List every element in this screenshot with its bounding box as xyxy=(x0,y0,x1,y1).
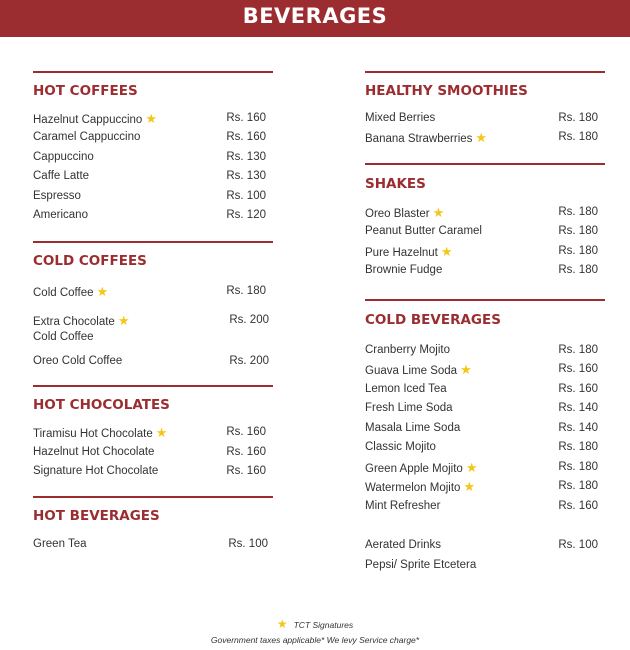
menu-item: Cappuccino xyxy=(33,151,94,163)
signature-star-icon: ★ xyxy=(145,111,157,126)
menu-item-price: Rs. 140 xyxy=(558,422,598,434)
section-divider xyxy=(33,71,273,73)
section-divider xyxy=(365,71,605,73)
section-divider xyxy=(365,299,605,301)
menu-item-price: Rs. 160 xyxy=(558,363,598,375)
menu-item: Signature Hot Chocolate xyxy=(33,465,159,477)
menu-item-price: Rs. 180 xyxy=(558,112,598,124)
section-title-hot-beverages: HOT BEVERAGES xyxy=(33,508,160,524)
menu-item-price: Rs. 130 xyxy=(226,170,266,182)
menu-item: Masala Lime Soda xyxy=(365,422,461,434)
menu-item: Brownie Fudge xyxy=(365,264,443,276)
menu-item: Watermelon Mojito ★ xyxy=(365,479,476,494)
section-title-shakes: SHAKES xyxy=(365,176,426,192)
menu-item-price: Rs. 160 xyxy=(558,383,598,395)
menu-item-price: Rs. 180 xyxy=(558,206,598,218)
menu-item: Oreo Blaster ★ xyxy=(365,205,445,220)
signature-star-icon: ★ xyxy=(155,425,168,440)
menu-item-price: Rs. 120 xyxy=(226,209,266,221)
section-title-cold-beverages: COLD BEVERAGES xyxy=(365,312,501,328)
tax-footnote: Government taxes applicable* We levy Service charge* xyxy=(210,635,420,645)
menu-item: Cold Coffee ★ xyxy=(33,284,109,299)
menu-item-price: Rs. 100 xyxy=(558,539,598,551)
menu-item: Banana Strawberries ★ xyxy=(365,130,488,145)
signature-star-icon: ★ xyxy=(465,460,478,475)
section-divider xyxy=(365,163,605,165)
menu-item-price: Rs. 130 xyxy=(226,151,266,163)
menu-item-price: Rs. 180 xyxy=(558,225,598,237)
menu-item-price: Rs. 160 xyxy=(226,131,266,143)
menu-item-price: Rs. 180 xyxy=(558,480,598,492)
section-divider xyxy=(33,241,273,243)
menu-item: Hazelnut Hot Chocolate xyxy=(33,446,155,458)
menu-item: Mixed Berries xyxy=(365,112,436,124)
signature-star-icon: ★ xyxy=(276,617,288,631)
header-banner xyxy=(0,0,630,37)
signature-star-icon: ★ xyxy=(463,479,476,494)
section-title-healthy-smoothies: HEALTHY SMOOTHIES xyxy=(365,83,528,99)
menu-item: Green Tea xyxy=(33,538,87,550)
menu-item-continuation: Cold Coffee xyxy=(33,331,94,343)
menu-item-continuation: Pepsi/ Sprite Etcetera xyxy=(365,559,477,571)
section-divider xyxy=(33,385,273,387)
menu-item-price: Rs. 180 xyxy=(558,245,598,257)
menu-item-price: Rs. 180 xyxy=(558,264,598,276)
menu-item: Green Apple Mojito ★ xyxy=(365,460,478,475)
menu-item: Tiramisu Hot Chocolate ★ xyxy=(33,425,168,440)
menu-item: Guava Lime Soda ★ xyxy=(365,362,472,377)
section-divider xyxy=(33,496,273,498)
menu-item: Classic Mojito xyxy=(365,441,436,453)
menu-item: Espresso xyxy=(33,190,81,202)
menu-item-price: Rs. 180 xyxy=(226,285,266,297)
signature-star-icon: ★ xyxy=(96,284,109,299)
menu-item-price: Rs. 160 xyxy=(226,465,266,477)
menu-item: Cranberry Mojito xyxy=(365,344,450,356)
menu-item-price: Rs. 180 xyxy=(558,461,598,473)
menu-item-price: Rs. 180 xyxy=(558,441,598,453)
menu-item: Pure Hazelnut ★ xyxy=(365,244,453,259)
section-title-cold-coffees: COLD COFFEES xyxy=(33,253,147,269)
menu-item-price: Rs. 200 xyxy=(229,314,269,326)
signature-star-icon: ★ xyxy=(440,244,453,259)
menu-item: Peanut Butter Caramel xyxy=(365,225,482,237)
menu-item-price: Rs. 140 xyxy=(558,402,598,414)
menu-item-price: Rs. 180 xyxy=(558,131,598,143)
menu-item: Oreo Cold Coffee xyxy=(33,355,123,367)
menu-item-price: Rs. 180 xyxy=(558,344,598,356)
section-title-hot-coffees: HOT COFFEES xyxy=(33,83,138,99)
menu-item: Lemon Iced Tea xyxy=(365,383,447,395)
section-title-hot-chocolates: HOT CHOCOLATES xyxy=(33,397,170,413)
menu-item-price: Rs. 200 xyxy=(229,355,269,367)
signature-star-icon: ★ xyxy=(432,205,445,220)
signature-legend: ★ TCT Signatures xyxy=(276,617,354,631)
menu-item: Extra Chocolate ★ xyxy=(33,313,130,328)
menu-item: Fresh Lime Soda xyxy=(365,402,453,414)
menu-item-price: Rs. 160 xyxy=(226,426,266,438)
menu-item: Hazelnut Cappuccino ★ xyxy=(33,111,157,126)
menu-item: Caffe Latte xyxy=(33,170,90,182)
menu-item-price: Rs. 160 xyxy=(226,112,266,124)
menu-item: Mint Refresher xyxy=(365,500,441,512)
menu-item-price: Rs. 100 xyxy=(228,538,268,550)
menu-item: Caramel Cappuccino xyxy=(33,131,141,143)
menu-item: Aerated Drinks xyxy=(365,539,442,551)
menu-item-price: Rs. 100 xyxy=(226,190,266,202)
signature-star-icon: ★ xyxy=(117,313,130,328)
menu-item-price: Rs. 160 xyxy=(226,446,266,458)
signature-star-icon: ★ xyxy=(460,362,472,377)
menu-item-price: Rs. 160 xyxy=(558,500,598,512)
menu-item: Americano xyxy=(33,209,88,221)
page-title: BEVERAGES xyxy=(242,4,388,28)
signature-star-icon: ★ xyxy=(475,130,488,145)
